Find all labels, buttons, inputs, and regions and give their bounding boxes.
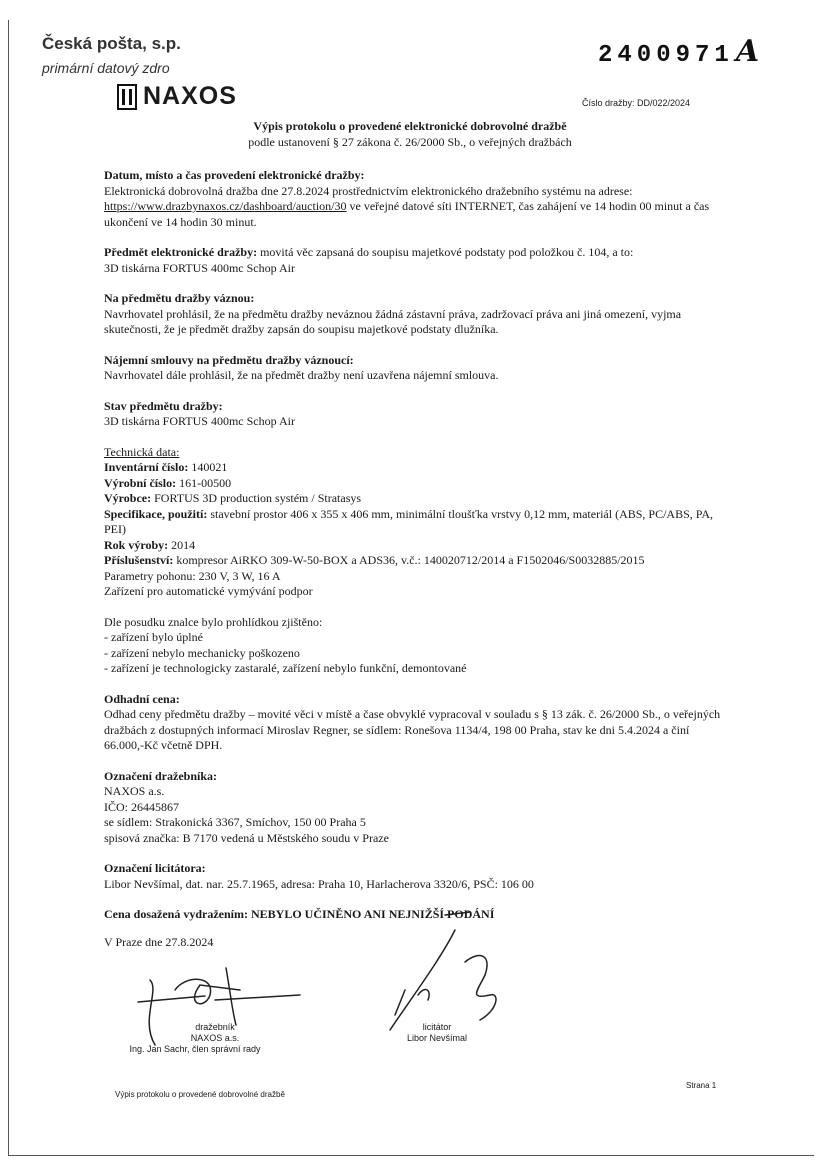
technical-heading: Technická data: — [104, 444, 180, 459]
licitator-text: Libor Nevšímal, dat. nar. 25.7.1965, adresa: Praha 10, Harlacherova 3320/6, PSČ: 106 00 — [104, 876, 534, 891]
drazebnik-line-4: spisová značka: B 7170 vedená u Městského soudu v Praze — [104, 830, 389, 845]
place-date: V Praze dne 27.8.2024 — [104, 934, 214, 949]
predmet-heading: Předmět elektronické dražby: — [104, 245, 258, 259]
stamp-line-2: primární datový zdro — [42, 60, 170, 76]
list-item: - zařízení nebylo mechanicky poškozeno — [104, 645, 300, 660]
tech-prisl-label: Příslušenství: — [104, 553, 174, 567]
list-item: - zařízení bylo úplné — [104, 630, 203, 644]
drazebnik-heading: Označení dražebníka: — [104, 768, 217, 783]
title-line-1: Výpis protokolu o provedené elektronické dobrovolné dražbě — [253, 119, 567, 133]
registration-number-digits: 2400971 — [598, 42, 734, 69]
tech-vyrobce-value: FORTUS 3D production systém / Stratasys — [151, 491, 362, 505]
auction-number: Číslo dražby: DD/022/2024 — [582, 98, 691, 108]
registration-suffix: A — [735, 34, 760, 69]
tech-rok-label: Rok výroby: — [104, 537, 169, 552]
tech-inv-value: 140021 — [188, 460, 228, 474]
na-predmetu-heading: Na předmětu dražby váznou: — [104, 291, 255, 305]
najemni-heading: Nájemní smlouvy na předmětu dražby váznoucí: — [104, 352, 354, 367]
tech-vyr-label: Výrobní číslo: — [104, 475, 177, 490]
predmet-item: 3D tiskárna FORTUS 400mc Schop Air — [104, 260, 295, 275]
tech-zarizeni: Zařízení pro automatické vymývání podpor — [104, 584, 313, 598]
sig-left-role: dražebník — [195, 1022, 235, 1032]
drazebnik-line-2: IČO: 26445867 — [104, 799, 179, 814]
tech-rok-value: 2014 — [168, 537, 196, 552]
title-line-2: podle ustanovení § 27 zákona č. 26/2000 Sb., o veřejných dražbách — [248, 135, 572, 149]
tech-prisl-value: kompresor AiRKO 309-W-50-BOX a ADS36, v.č.: 140020712/2014 a F1502046/S0032885/2015 — [173, 553, 645, 567]
tech-inv-label: Inventární číslo: — [104, 460, 189, 474]
tech-vyrobce-label: Výrobce: — [104, 491, 152, 505]
licitator-heading: Označení licitátora: — [104, 861, 206, 875]
odhad-heading: Odhadní cena: — [104, 691, 180, 706]
drazebnik-line-3: se sídlem: Strakonická 3367, Smíchov, 150 00 Praha 5 — [104, 815, 366, 829]
signature-drazebnik — [129, 1022, 280, 1055]
sig-left-name: Ing. Jan Sachr, člen správní rady — [129, 1044, 261, 1054]
datum-text-2: ve veřejné datové síti INTERNET, čas zahájení ve 14 hodin 00 minut a čas ukončení ve 14 hodin 30 minut. — [104, 199, 710, 229]
posudek-intro: Dle posudku znalce bylo prohlídkou zjištěno: — [104, 614, 323, 629]
signature-licitator-mark — [390, 912, 496, 1030]
predmet-desc: movitá věc zapsaná do soupisu majetkové podstaty pod položkou č. 104, a to: — [257, 245, 634, 259]
na-predmetu-text: Navrhovatel prohlásil, že na předmětu dražby neváznou žádná zástavní práva, zadržovací práva ani jiná omezení, vyjma skutečnosti, že je předmět dražby zapsán do soupisu majetkové podstaty dlužníka. — [104, 306, 682, 336]
footer-title: Výpis protokolu o provedené dobrovolné dražbě — [115, 1090, 285, 1099]
page-number: Strana 1 — [686, 1081, 717, 1090]
signature-licitator — [392, 1022, 482, 1044]
stav-text: 3D tiskárna FORTUS 400mc Schop Air — [104, 414, 295, 428]
stav-heading: Stav předmětu dražby: — [104, 398, 223, 413]
price-value: NEBYLO UČINĚNO ANI NEJNIŽŠÍ PODÁNÍ — [248, 907, 495, 921]
stamp-line-1: Česká pošta, s.p. — [42, 34, 181, 53]
sig-left-company: NAXOS a.s. — [190, 1033, 240, 1043]
list-item: - zařízení je technologicky zastaralé, zařízení nebylo funkční, demontované — [104, 661, 467, 675]
price-label: Cena dosažená vydražením: — [104, 907, 248, 921]
tech-spec-label: Specifikace, použití: — [104, 506, 208, 521]
odhad-text: Odhad ceny předmětu dražby – movité věci v místě a čase obvyklé vypracoval v souladu s § 13 zák. č. 26/2000 Sb., o veřejných dražbách z dostupných informací Miroslav Regner, se sídlem: Ronešova 1134/4, 198 00 Praha, stav ke dni 5.4.2024 a činí 66.000,-Kč včetně DPH. — [104, 707, 721, 752]
sig-right-name: Libor Nevšímal — [406, 1033, 468, 1043]
datum-text-1: Elektronická dobrovolná dražba dne 27.8.2024 prostřednictvím elektronického dražebního systému na adrese: — [104, 183, 633, 198]
drazebnik-line-1: NAXOS a.s. — [104, 784, 165, 798]
tech-vyr-value: 161-00500 — [176, 475, 232, 490]
tech-spec-value: stavební prostor 406 x 355 x 406 mm, minimální tloušťka vrstvy 0,12 mm, materiál (ABS, PC/ABS, PA, PEI) — [104, 506, 714, 536]
najemni-text: Navrhovatel dále prohlásil, že na předmět dražby není uzavřena nájemní smlouva. — [104, 368, 499, 382]
logo-text: NAXOS — [143, 82, 237, 110]
tech-parametry: Parametry pohonu: 230 V, 3 W, 16 A — [104, 568, 281, 583]
auction-link[interactable]: https://www.drazbynaxos.cz/dashboard/auction/30 — [104, 199, 347, 213]
sig-right-role: licitátor — [422, 1022, 452, 1032]
datum-heading: Datum, místo a čas provedení elektronické dražby: — [104, 168, 365, 182]
